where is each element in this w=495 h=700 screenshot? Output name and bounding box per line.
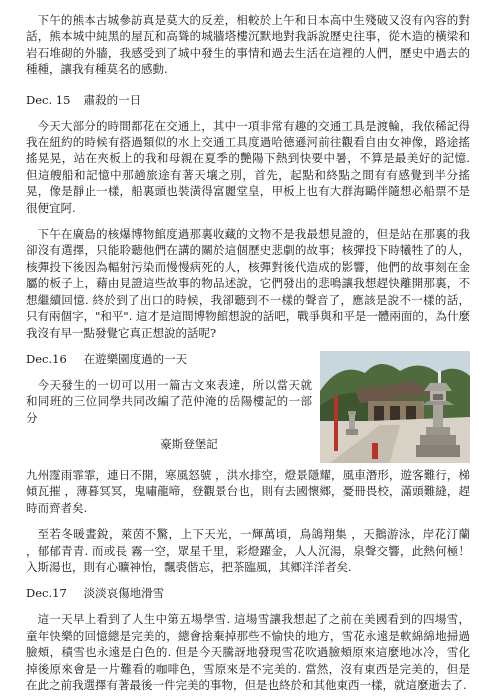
entry-heading-dec17 xyxy=(26,585,470,601)
poem-paragraph-1: 九州霪雨霏霏，連日不開，寒風怒號 ，洪水排空，燈景隱耀，風車潛形，遊客難行，梯傾瓦摧 ，薄暮冥冥，鬼嘯龍啼，登觀景台也，則有去國懷鄉，憂冊畏校，滿頭難縫，趕時而齊者矣. xyxy=(26,467,470,515)
entry-title: 在遊樂園度過的一天 xyxy=(83,351,188,366)
document-page xyxy=(26,12,470,693)
entry-dec16 xyxy=(26,351,470,467)
entry-date: Dec.16 xyxy=(26,351,67,366)
entry-heading-dec15 xyxy=(26,92,470,108)
entry-date: Dec. 15 xyxy=(26,92,71,107)
paragraph-snow: 這一天早上看到了人生中第五場學雪. 這場雪讓我想起了之前在美國看到的四場雪，童年快樂的回憶總是完美的，總會捨棄掉那些不愉快的地方，雪花永遠是軟綿綿地掃過臉頰，積雪也永遠是白色的. 但是今天騰訝地發現雪花吹過臉頰原來這麼地冰冷，雪化掉後原來會是一片難看的咖啡色，雪原來是不完美的. 當然，沒有東西是完美的，但是在此之前我選擇有著最後一件完美的事物，但是也終於和其他東西一樣，就這麼逝去了. xyxy=(26,612,470,692)
paragraph-amusement: 今天發生的一切可以用一篇古文來表達，所以當天就和同班的三位同學共同改編了范仲淹的岳陽樓記的一部分 xyxy=(26,377,312,425)
shrine-lantern-photo xyxy=(320,351,470,463)
poem-title: 豪斯登堡記 xyxy=(160,437,218,452)
paragraph-kumamoto: 下午的熊本古城參訪真是莫大的反差，相較於上午和日本高中生殘破又沒有內容的對話，熊本城中純黑的屋瓦和高聳的城牆塔樓沉默地對我訴說歷史往事，從木造的橫梁和岩石堆砌的外牆，我感受到了城中發生的事情和過去生活在這裡的人們，歷史中過去的種種，讓我有種莫名的感動. xyxy=(26,13,470,77)
entry-date: Dec.17 xyxy=(26,586,67,601)
paragraph-ferry: 今天大部分的時間都花在交通上，其中一項非常有趣的交通工具是渡輪，我依稀記得我在紐約的時候有搭過類似的水上交通工具度過哈德遜河前往觀看自由女神像，路途搖搖晃晃，站在夾板上的我和母親在夏季的艷陽下熱到快要中暑，不算是最美好的記憶. 但這艘船和記憶中那趟旅途有著天壤之別，首先，起點和終點之間有有感覺到半分搖晃，像是靜止一樣，船裏頭也裝潢得富麗堂皇，甲板上也有大群海鷗伴隨想必船票不是很便宜阿. xyxy=(26,118,470,215)
photo-illustration xyxy=(320,351,470,463)
entry-title: 肅殺的一日 xyxy=(83,92,142,107)
entry-title: 淡淡哀傷地滑雪 xyxy=(83,586,165,601)
poem-paragraph-2: 至若冬暖晝銳，萊茵不驚，上下天光，一輝萬頃，鳥鴿翔集 ，天鵝游泳，岸花汀蘭 ，郁郁青青. 而或長 霧一空，眾星千里，彩燈躍金，人人沉湯，泉聲交響，此熱何極！入斯湯也，則有心曠神怡，飄裘偕忘，把茶臨風，其鄉洋洋者矣. xyxy=(26,527,470,574)
paragraph-hiroshima: 下午在廣島的核爆博物館度過那裏收藏的文物不是我最想見證的，但是站在那裏的我卻沒有選擇，只能聆聽他們在講的關於這個歷史悲劇的故事；核彈投下時犧牲了的人，核彈投下後因為輻射污染而慢慢病死的人，核彈對後代造成的影響，他們的故事刻在金屬的板子上，藉由見證這些故事的物品述說，它們發出的悲鳴讓我想趕快離開那裏，不想繼續回憶. 終於到了出口的時候，我卻聽到不一樣的聲音了，應該是說不一樣的話，只有兩個字，"和平". 這才是這間博物館想說的話吧，戰爭與和平是一體兩面的，為什麼我沒有早一點發覺它真正想說的話呢? xyxy=(26,227,470,340)
